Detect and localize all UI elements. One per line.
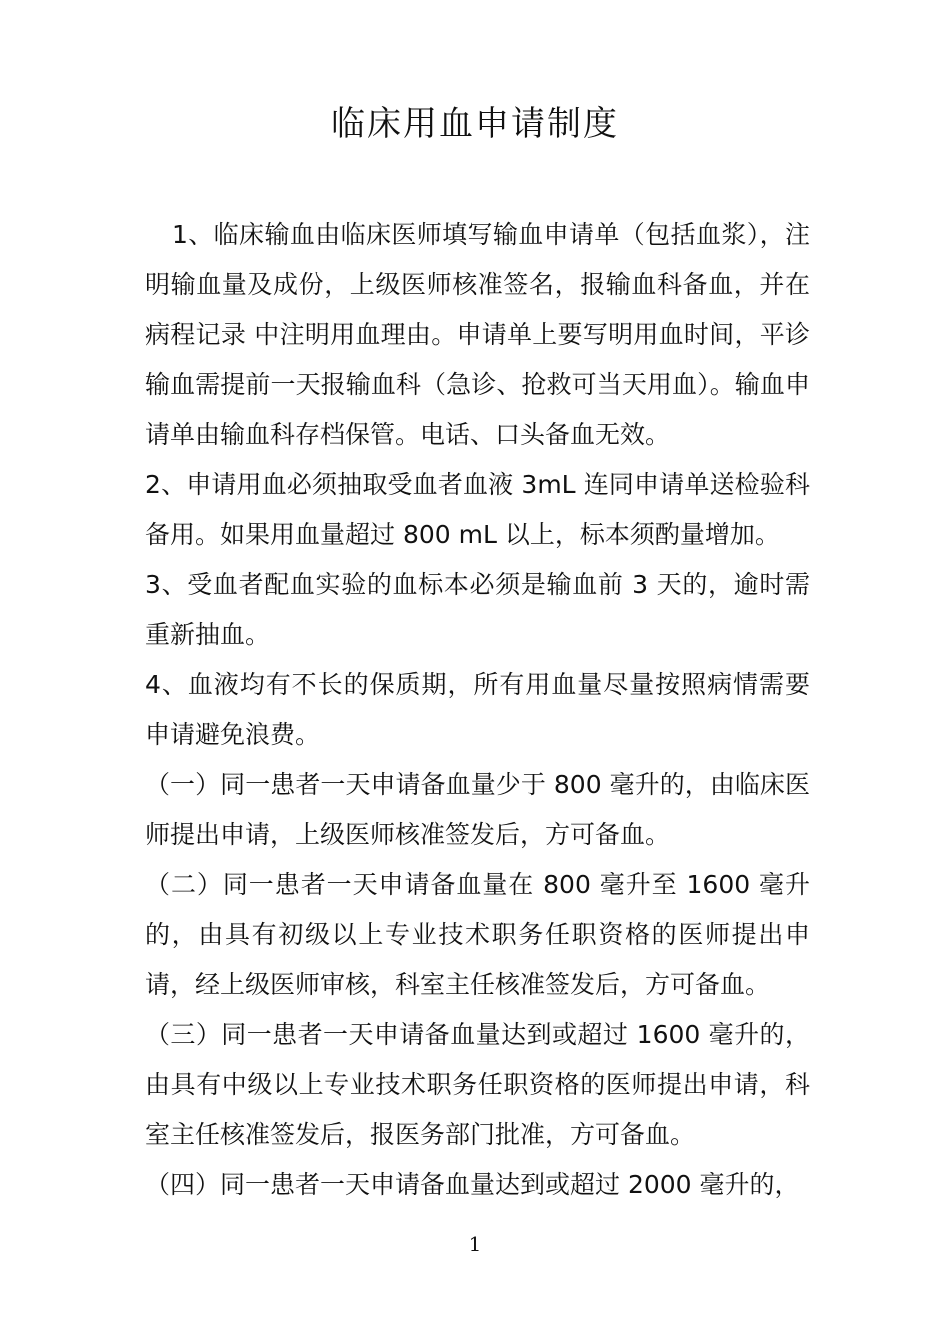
- paragraph-1: 1、临床输血由临床医师填写输血申请单（包括血浆），注明输血量及成份，上级医师核准签名，报输血科备血，并在病程记录 中注明用血理由。申请单上要写明用血时间，平诊输血需提前一天报输血科（急诊、抢救可当天用血）。输血申请单由输血科存档保管。电话、口头备血无效。: [145, 220, 810, 449]
- paragraph-4-4: （四）同一患者一天申请备血量达到或超过 2000 毫升的，: [145, 1170, 800, 1199]
- paragraph-4: 4、血液均有不长的保质期，所有用血量尽量按照病情需要申请避免浪费。: [145, 670, 810, 749]
- paragraph-3: 3、受血者配血实验的血标本必须是输血前 3 天的，逾时需重新抽血。: [145, 570, 810, 649]
- paragraph-4-3: （三）同一患者一天申请备血量达到或超过 1600 毫升的，由具有中级以上专业技术职务任职资格的医师提出申请，科室主任核准签发后，报医务部门批准，方可备血。: [145, 1020, 810, 1149]
- document-body: [145, 210, 810, 1210]
- document-title: 临床用血申请制度: [331, 104, 619, 144]
- paragraph-4-1: （一）同一患者一天申请备血量少于 800 毫升的，由临床医师提出申请，上级医师核准签发后，方可备血。: [145, 770, 810, 849]
- page-number: 1: [468, 1232, 482, 1256]
- paragraph-2: 2、申请用血必须抽取受血者血液 3mL 连同申请单送检验科备用。如果用血量超过 800 mL 以上，标本须酌量增加。: [145, 470, 810, 549]
- paragraph-4-2: （二）同一患者一天申请备血量在 800 毫升至 1600 毫升的，由具有初级以上专业技术职务任职资格的医师提出申请，经上级医师审核，科室主任核准签发后，方可备血。: [145, 870, 810, 999]
